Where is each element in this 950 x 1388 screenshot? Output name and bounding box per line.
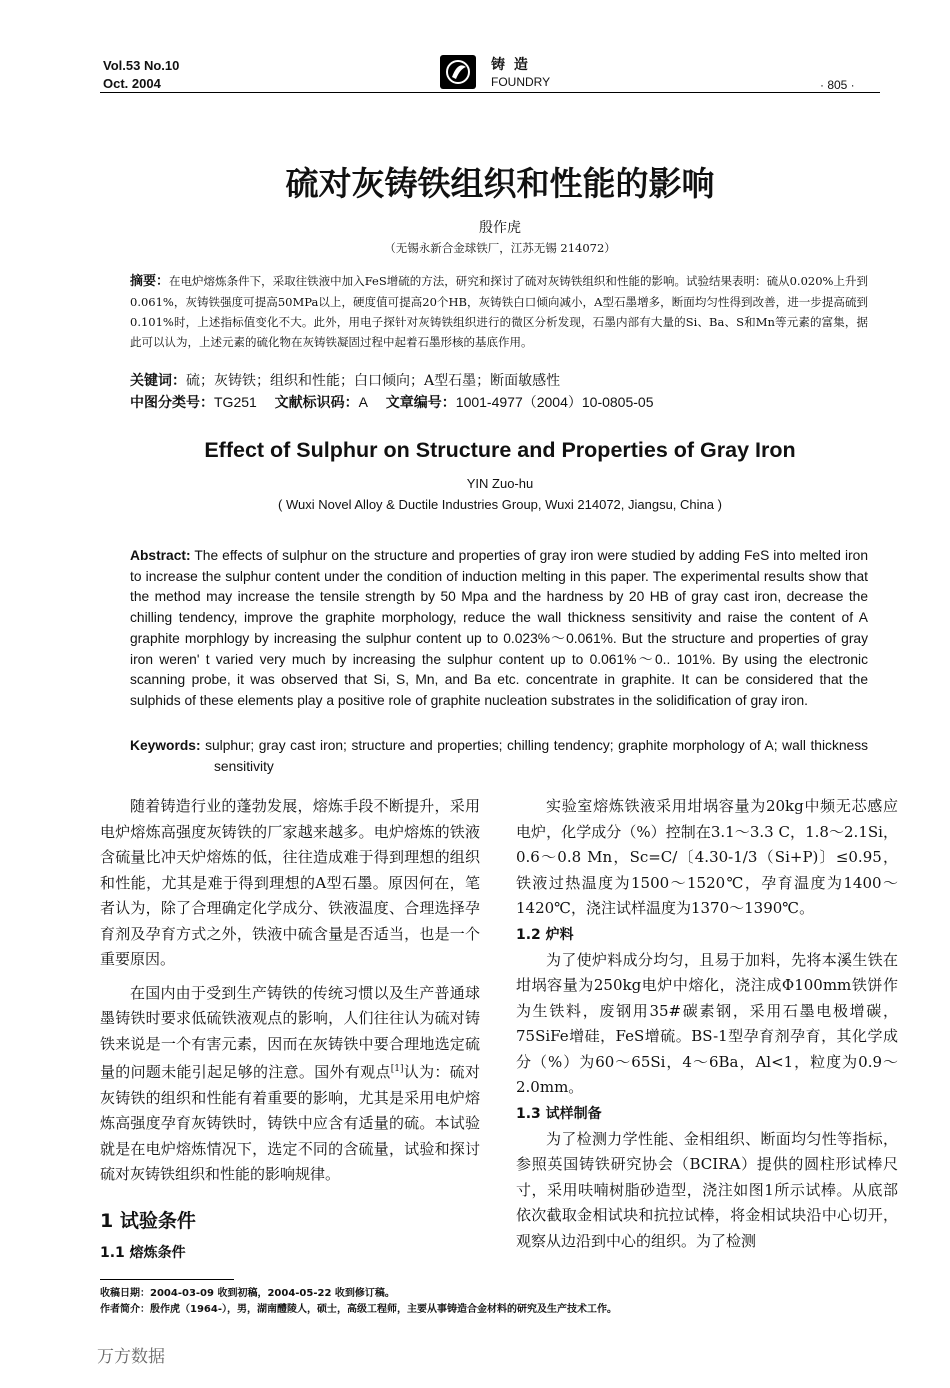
melting-paragraph: 实验室熔炼铁液采用坩埚容量为20kg中频无芯感应电炉，化学成分（%）控制在3.1～3.3 C，1.8～2.1Si，0.6～0.8 Mn，Sc=C/〔4.30-1/3（Si+P)〕≤0.95，铁液过热温度为1500～1520℃，孕育温度为1400～1420℃，浇注试样温度为1370～1390℃。: [516, 797, 898, 917]
keywords-cn-text: 硫；灰铸铁；组织和性能；白口倾向；A型石墨；断面敏感性: [186, 373, 561, 389]
abstract-en-label: Abstract:: [130, 548, 191, 563]
right-column: [516, 794, 898, 1254]
keywords-cn: [130, 370, 868, 390]
journal-logo: [440, 55, 476, 89]
watermark: 万方数据: [97, 1347, 165, 1367]
title-en: Effect of Sulphur on Structure and Properties of Gray Iron: [204, 438, 796, 462]
intro-paragraph-2a: 在国内由于受到生产铸铁的传统习惯以及生产普通球墨铸铁时要求低硫铁液观点的影响，人们往往认为硫对铸铁来说是一个有害元素，因而在灰铸铁中要合理地选定硫量的问题未能引起足够的注意。国外有观点: [100, 983, 480, 1081]
intro-paragraph-1: 随着铸造行业的蓬勃发展，熔炼手段不断提升，采用电炉熔炼高强度灰铸铁的厂家越来越多。电炉熔炼的铁液含硫量比冲天炉熔炼的低，往往造成难于得到理想的组织和性能，尤其是难于得到理想的A型石墨。原因何在，笔者认为，除了合理确定化学成分、铁液温度、合理选择孕育剂及孕育方式之外，铁液中硫含量是否适当，也是一个重要原因。: [100, 797, 480, 968]
abstract-cn-label: 摘要：: [130, 274, 170, 289]
footnote: [100, 1286, 920, 1318]
affiliation-en: ( Wuxi Novel Alloy & Ductile Industries Group, Wuxi 214072, Jiangsu, China ): [278, 497, 722, 512]
charge-paragraph: 为了使炉料成分均匀，且易于加料，先将本溪生铁在坩埚容量为250kg电炉中熔化，浇注成Φ100mm铁饼作为生铁料，废钢用35#碳素钢，采用石墨电极增碳，75SiFe增硅，FeS增硫。BS-1型孕育剂孕育，其化学成分（%）为60～65Si，4～6Ba，Al<1，粒度为0.9～2.0mm。: [516, 950, 898, 1096]
journal-name-en: FOUNDRY: [491, 75, 551, 89]
left-column: [100, 794, 480, 1266]
volume-number: Vol.53 No.10: [103, 58, 180, 73]
article-id-label: 文章编号：: [385, 395, 456, 411]
abstract-cn-text: 在电炉熔炼条件下，采取往铁液中加入FeS增硫的方法，研究和探讨了硫对灰铸铁组织和性能的影响。试验结果表明：硫从0.020%上升到0.061%，灰铸铁强度可提高50MPa以上，硬度值可提高20个HB，灰铸铁白口倾向减小，A型石墨增多，断面均匀性得到改善，进一步提高硫到0.101%时，上述指标值变化不大。此外，用电子探针对灰铸铁组织进行的微区分析发现，石墨内部有大量的Si、Ba、S和Mn等元素的富集，据此可以认为，上述元素的硫化物在灰铸铁凝固过程中起着石墨形核的基底作用。: [130, 274, 868, 349]
received-date: 收稿日期：2004-03-09 收到初稿，2004-05-22 收到修订稿。: [100, 1288, 395, 1299]
specimen-paragraph: 为了检测力学性能、金相组织、断面均匀性等指标，参照英国铸铁研究协会（BCIRA）提供的圆柱形试棒尺寸，采用呋喃树脂砂造型，浇注如图1所示试棒。从底部依次截取金相试块和抗拉试棒，将金相试块沿中心切开，观察从边沿到中心的组织。为了检测: [516, 1129, 898, 1250]
section-1-heading: 1 试验条件: [100, 1209, 196, 1232]
section-1-3-heading: 1.3 试样制备: [516, 1105, 602, 1122]
journal-name-cn: 铸 造: [491, 57, 530, 73]
author-bio: 作者简介：殷作虎（1964-），男，湖南醴陵人，硕士，高级工程师，主要从事铸造合金材料的研究及生产技术工作。: [100, 1304, 617, 1315]
abstract-cn: [130, 271, 868, 352]
keywords-cn-label: 关键词：: [130, 373, 186, 389]
doc-code-value: A: [358, 394, 368, 410]
doc-code-label: 文献标识码：: [274, 395, 359, 411]
article-id-value: 1001-4977（2004）10-0805-05: [455, 394, 654, 410]
issue-date: Oct. 2004: [103, 76, 161, 91]
affiliation-cn: （无锡永新合金球铁厂，江苏无锡 214072）: [384, 241, 616, 255]
abstract-en-text: The effects of sulphur on the structure and properties of gray iron were studied by adding FeS into melted iron to increase the sulphur content under the condition of induction melting in this paper. The experimental results show that the method may increase the tensile strength by 50 Mpa and the hardness by 20 HB of gray cast iron, decrease the chilling tendency, improve the graphite morphology, reduce the wall thickness sensitivity and raise the content of A graphite morphlogy by increasing the sulphur content up to 0.023%～0.061%. But the structure and properties of gray iron weren' t varied very much by increasing the sulphur content up to 0.061%～0.. 101%. By using the electronic scanning probe, it was observed that Si, S, Mn, and Ba etc. concentrate in graphite. It can be considered that the sulphids of these elements play a positive role of graphite nucleation substrates in the solidification of gray iron.: [130, 548, 868, 708]
keywords-en-label: Keywords:: [130, 738, 201, 753]
section-1-1-heading: 1.1 熔炼条件: [100, 1244, 186, 1261]
footnote-rule: [100, 1279, 234, 1280]
intro-paragraph-2b: 认为：硫对灰铸铁的组织和性能有着重要的影响，尤其是采用电炉熔炼高强度孕育灰铸铁时，铸铁中应含有适量的硫。本试验就是在电炉熔炼情况下，选定不同的含硫量，试验和探讨硫对灰铸铁组织和性能的影响规律。: [100, 1063, 480, 1183]
keywords-en: [130, 736, 868, 777]
classification-line: [130, 392, 868, 412]
keywords-en-text: sulphur; gray cast iron; structure and properties; chilling tendency; graphite morphology of A; wall thickness sensitivity: [200, 738, 868, 774]
intro-paragraph-2: [100, 981, 480, 1188]
page-number: · 805 ·: [820, 78, 855, 92]
reference-mark: [1]: [390, 1064, 404, 1074]
title-cn: 硫对灰铸铁组织和性能的影响: [285, 164, 715, 203]
clc-label: 中图分类号：: [130, 395, 214, 411]
author-en: YIN Zuo-hu: [466, 476, 534, 491]
abstract-en: [130, 546, 868, 712]
section-1-2-heading: 1.2 炉料: [516, 926, 574, 943]
clc-value: TG251: [214, 394, 257, 410]
author-cn: 殷作虎: [479, 220, 521, 236]
header-rule: [100, 92, 880, 93]
